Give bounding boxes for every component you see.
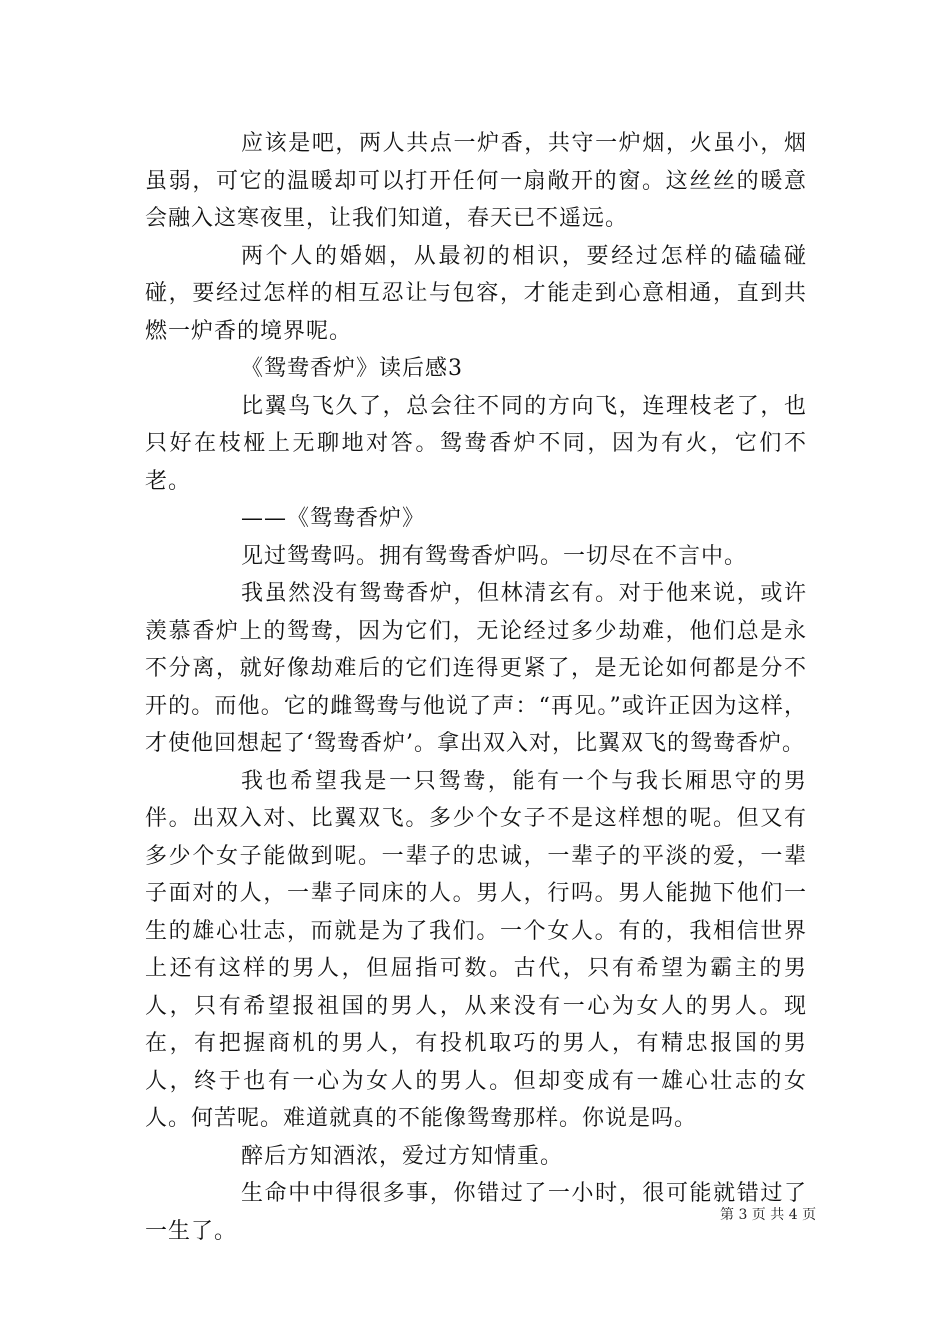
paragraph-4: 见过鸳鸯吗。拥有鸳鸯香炉吗。一切尽在不言中。 — [241, 543, 748, 569]
body-text — [145, 125, 807, 1250]
paragraph-2: 两个人的婚姻，从最初的相识，要经过怎样的磕磕碰碰，要经过怎样的相互忍让与包容，才能走到心意相通，直到共燃一炉香的境界呢。 — [145, 243, 807, 344]
paragraph-5: 我虽然没有鸳鸯香炉，但林清玄有。对于他来说，或许羡慕香炉上的鸳鸯，因为它们，无论经过多少劫难，他们总是永不分离，就好像劫难后的它们连得更紧了，是无论如何都是分不开的。而他。它的雌鸳鸯与他说了声：“再见。”或许正因为这样，才使他回想起了‘鸳鸯香炉’。拿出双入对，比翼双飞的鸳鸯香炉。 — [145, 581, 807, 756]
page-number-footer: 第 3 页 共 4 页 — [720, 1207, 817, 1223]
paragraph-6: 我也希望我是一只鸳鸯，能有一个与我长厢思守的男伴。出双入对、比翼双飞。多少个女子不是这样想的呢。但又有多少个女子能做到呢。一辈子的忠诚，一辈子的平淡的爱，一辈子面对的人，一辈子同床的人。男人，行吗。男人能抛下他们一生的雄心壮志，而就是为了我们。一个女人。有的，我相信世界上还有这样的男人，但屈指可数。古代，只有希望为霸主的男人，只有希望报祖国的男人，从来没有一心为女人的男人。现在，有把握商机的男人，有投机取巧的男人，有精忠报国的男人，终于也有一心为女人的男人。但却变成有一雄心壮志的女人。何苦呢。难道就真的不能像鸳鸯那样。你说是吗。 — [145, 768, 807, 1131]
paragraph-3: 比翼鸟飞久了，总会往不同的方向飞，连理枝老了，也只好在枝桠上无聊地对答。鸳鸯香炉不同，因为有火，它们不老。 — [145, 393, 807, 494]
paragraph-7: 醉后方知酒浓，爱过方知情重。 — [241, 1143, 564, 1169]
section-heading: 《鸳鸯香炉》读后感3 — [241, 356, 463, 381]
paragraph-8: 生命中中得很多事，你错过了一小时，很可能就错过了一生了。 — [145, 1181, 807, 1244]
paragraph-1: 应该是吧，两人共点一炉香，共守一炉烟，火虽小，烟虽弱，可它的温暖却可以打开任何一扇敞开的窗。这丝丝的暖意会融入这寒夜里，让我们知道，春天已不遥远。 — [145, 131, 807, 231]
quote-attribution: ——《鸳鸯香炉》 — [241, 506, 426, 531]
